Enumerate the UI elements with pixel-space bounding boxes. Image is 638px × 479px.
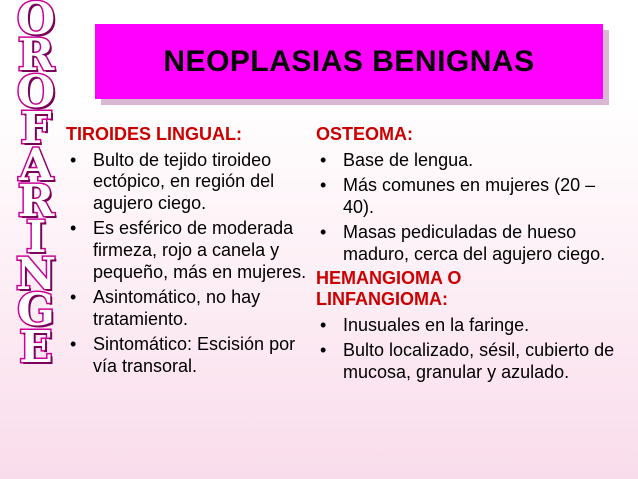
- list-item-text: Más comunes en mujeres (20 – 40).: [343, 175, 596, 217]
- bullet-glyph: •: [70, 149, 77, 170]
- list-item: [66, 334, 316, 377]
- list-item-text: Bulto de tejido tiroideo ectópico, en región del agujero ciego.: [93, 149, 275, 213]
- bullet-list: [316, 150, 621, 266]
- list-item: [66, 218, 316, 283]
- vertical-title: [8, 0, 64, 373]
- vertical-title-letter: R: [17, 30, 55, 82]
- list-item-text: Es esférico de moderada firmeza, rojo a canela y pequeño, más en mujeres.: [93, 218, 307, 282]
- list-item-text: Bulto localizado, sésil, cubierto de mucosa, granular y azulado.: [343, 340, 615, 382]
- list-item-text: Masas pediculadas de hueso maduro, cerca del agujero ciego.: [343, 222, 606, 264]
- bullet-glyph: •: [70, 287, 77, 308]
- section-heading-tiroides: TIROIDES LINGUAL:: [66, 124, 242, 144]
- list-item-text: Base de lengua.: [343, 149, 474, 170]
- vertical-title-letter: A: [18, 139, 54, 191]
- right-column: [316, 124, 621, 384]
- left-column: [66, 124, 316, 378]
- list-item: [66, 287, 316, 330]
- section-heading-line: LINFANGIOMA:: [316, 289, 448, 310]
- bullet-glyph: •: [70, 218, 77, 239]
- list-item-text: Inusuales en la faringe.: [343, 314, 530, 335]
- list-item: [316, 315, 621, 337]
- list-item: [66, 150, 316, 215]
- bullet-glyph: •: [320, 149, 327, 170]
- bullet-glyph: •: [320, 314, 327, 335]
- list-item: [316, 340, 621, 383]
- vertical-title-letter: O: [16, 66, 56, 118]
- list-item-text: Sintomático: Escisión por vía transoral.: [93, 334, 296, 376]
- bullet-glyph: •: [320, 340, 327, 361]
- section-heading-osteoma: OSTEOMA:: [316, 124, 413, 144]
- slide-title: NEOPLASIAS BENIGNAS: [163, 44, 535, 78]
- vertical-title-letter: F: [20, 103, 52, 155]
- list-item: [316, 150, 621, 172]
- section-heading-line: HEMANGIOMA O: [316, 267, 462, 288]
- bullet-list: [316, 315, 621, 384]
- bullet-glyph: •: [320, 175, 327, 196]
- list-item-text: Asintomático, no hay tratamiento.: [93, 287, 261, 329]
- list-item: [316, 222, 621, 265]
- bullet-glyph: •: [320, 222, 327, 243]
- vertical-title-letter: E: [19, 321, 53, 373]
- vertical-title-letter: O: [16, 0, 56, 45]
- bullet-list: [66, 150, 316, 378]
- vertical-title-letter: G: [17, 285, 55, 337]
- section-heading-hemangioma: [316, 268, 621, 311]
- vertical-title-letter: N: [15, 248, 57, 300]
- vertical-title-letter: R: [17, 175, 55, 227]
- bullet-glyph: •: [70, 334, 77, 355]
- list-item: [316, 175, 621, 218]
- vertical-title-letter: I: [25, 212, 47, 264]
- title-banner: [95, 24, 603, 99]
